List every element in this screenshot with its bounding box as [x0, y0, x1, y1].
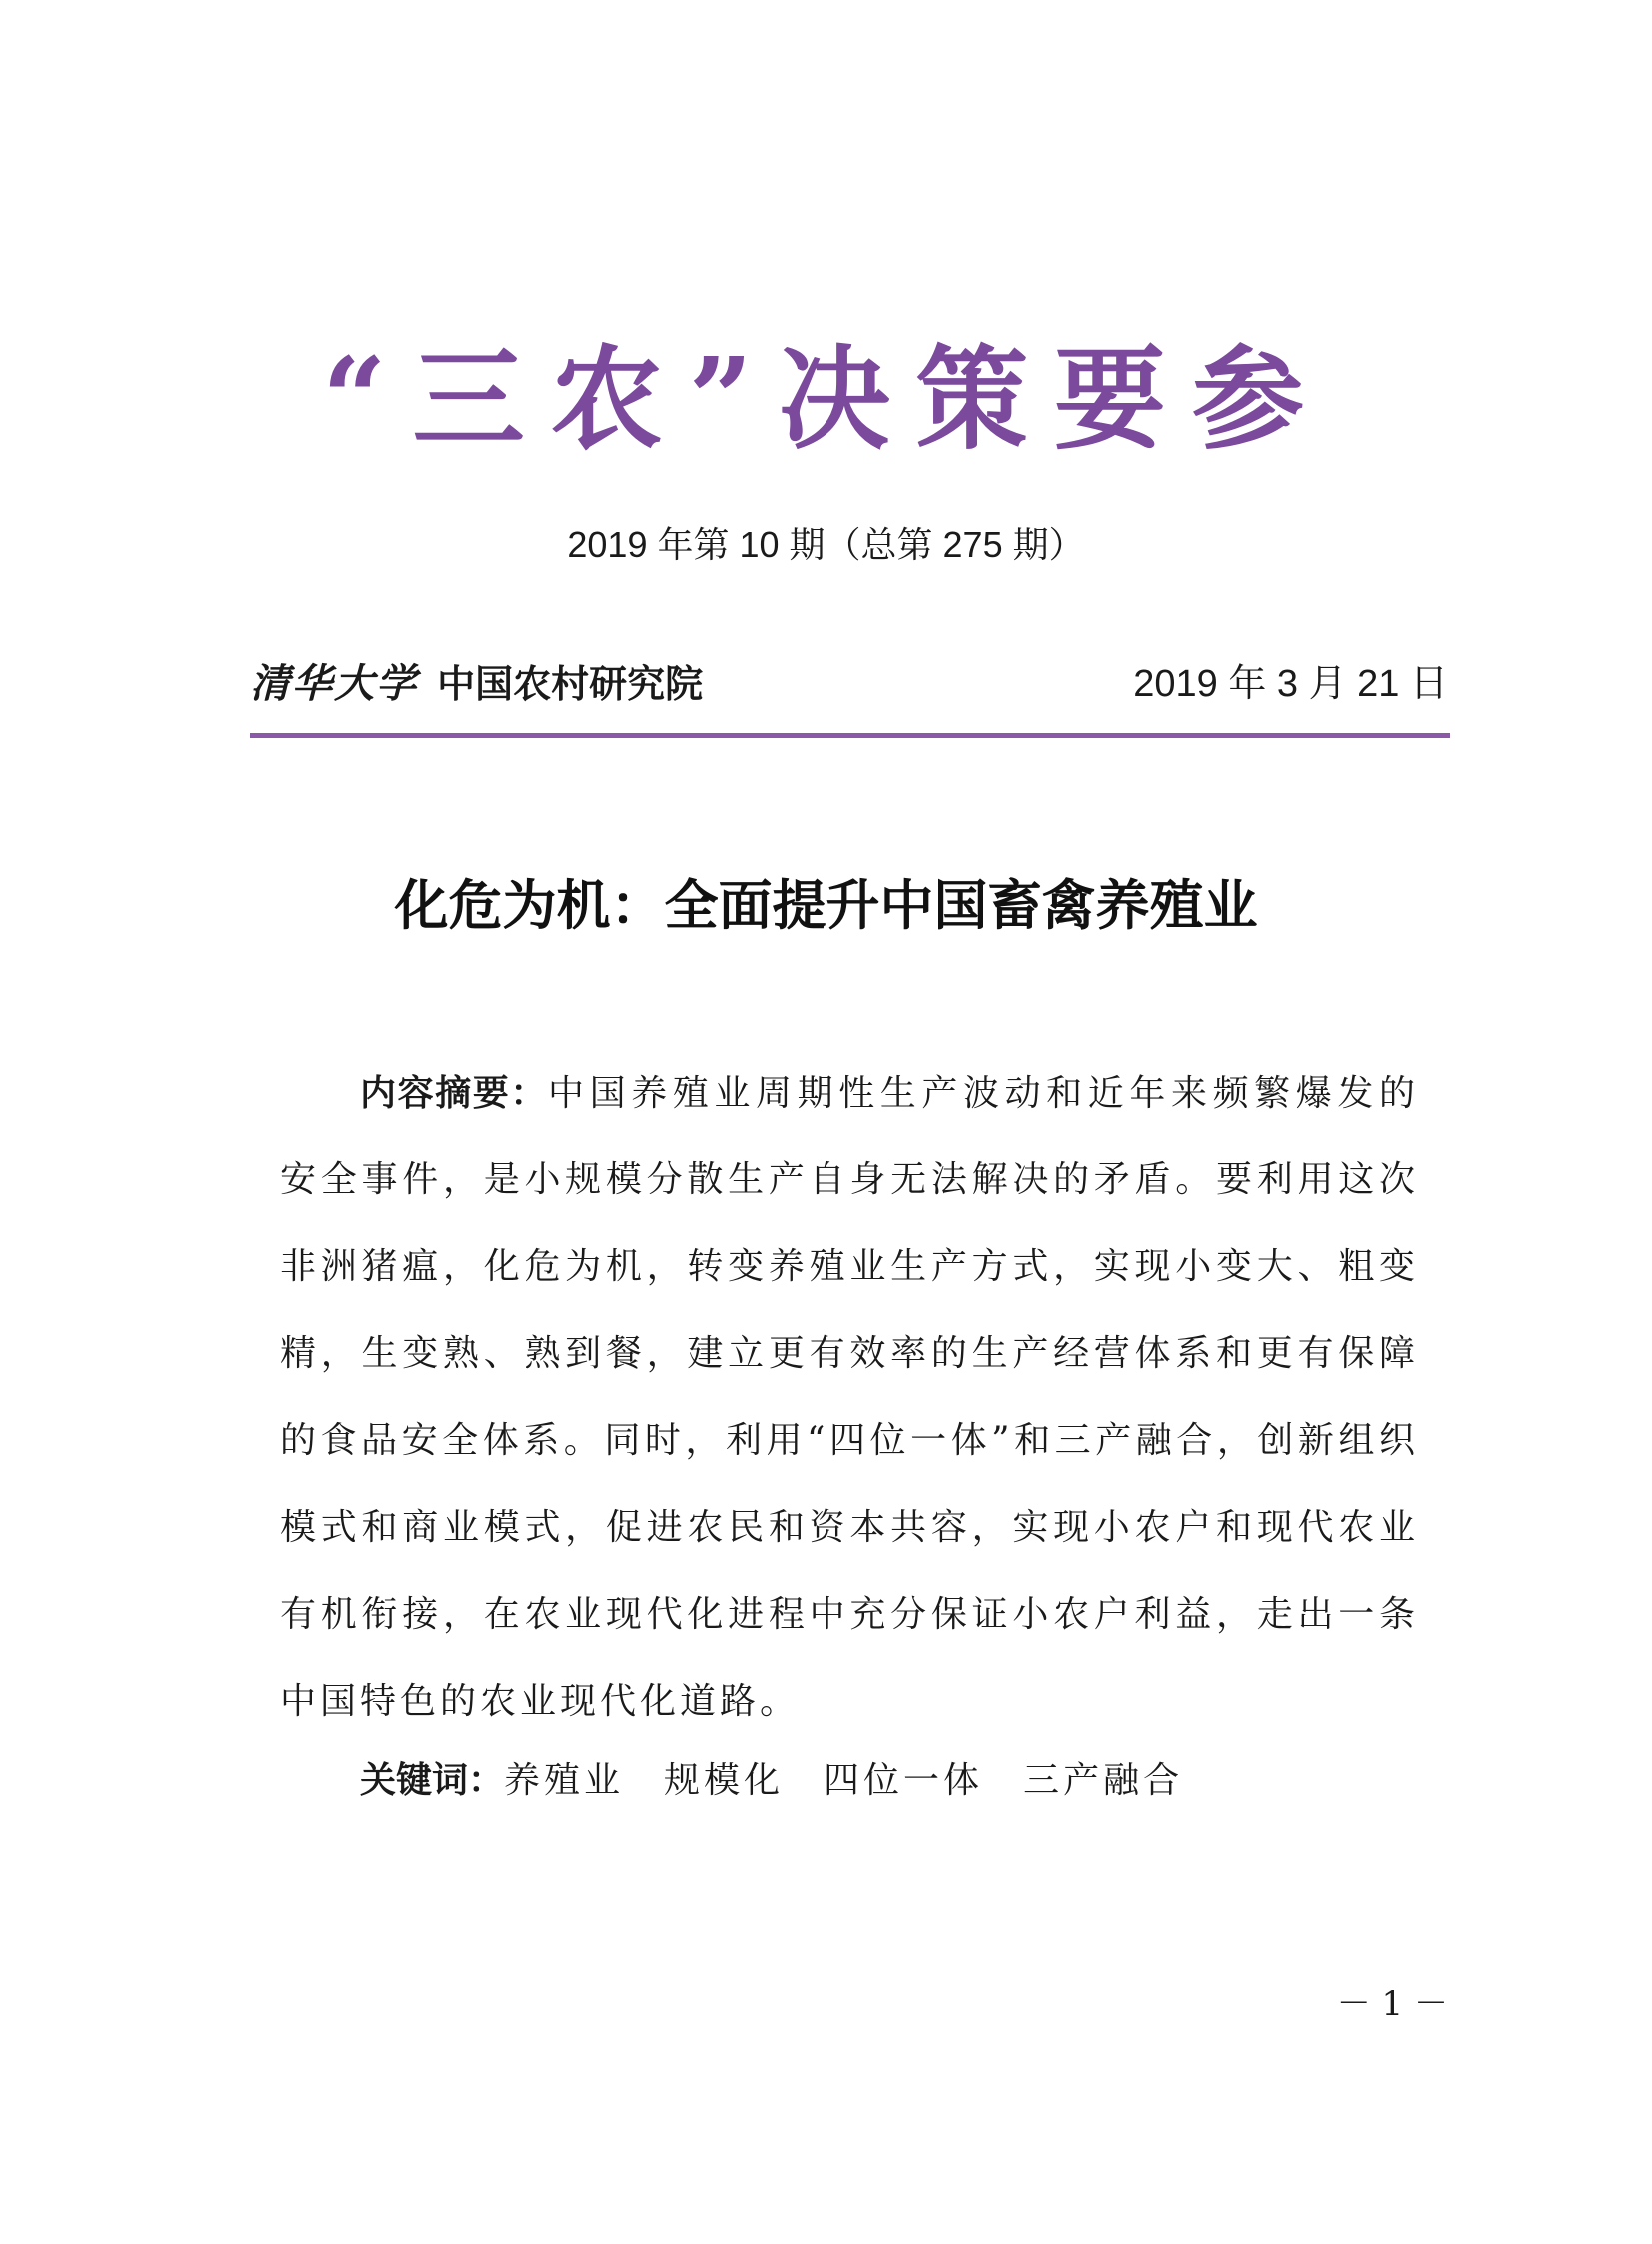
- university-logo-text: 清华大学: [250, 660, 418, 707]
- keyword: 三产融合: [1023, 1760, 1184, 1801]
- page-number: － 1 －: [1336, 1984, 1448, 2024]
- keywords-line: [360, 1746, 1419, 1816]
- abstract-paragraph: [280, 1050, 1419, 1745]
- keyword: 规模化: [664, 1760, 785, 1801]
- masthead-title: “三农”决策要参: [322, 334, 1330, 465]
- header-divider: [250, 733, 1450, 738]
- abstract-label: 内容摘要：: [360, 1073, 548, 1114]
- keyword: 四位一体: [824, 1760, 984, 1801]
- publish-date: 2019 年 3 月 21 日: [1133, 663, 1448, 705]
- publisher: [250, 654, 703, 714]
- keyword: 养殖业: [504, 1760, 625, 1801]
- article-title: 化危为机：全面提升中国畜禽养殖业: [394, 873, 1258, 937]
- issue-number: 2019 年第 10 期（总第 275 期）: [567, 524, 1085, 565]
- abstract-text: 中国养殖业周期性生产波动和近年来频繁爆发的安全事件，是小规模分散生产自身无法解决的矛盾。要利用这次非洲猪瘟，化危为机，转变养殖业生产方式，实现小变大、粗变精，生变熟、熟到餐，建立更有效率的生产经营体系和更有保障的食品安全体系。同时，利用“四位一体”和三产融合，创新组织模式和商业模式，促进农民和资本共容，实现小农户和现代农业有机衔接，在农业现代化进程中充分保证小农户利益，走出一条中国特色的农业现代化道路。: [280, 1073, 1419, 1722]
- institute-name: 中国农村研究院: [437, 661, 704, 706]
- keywords-label: 关键词：: [360, 1760, 505, 1801]
